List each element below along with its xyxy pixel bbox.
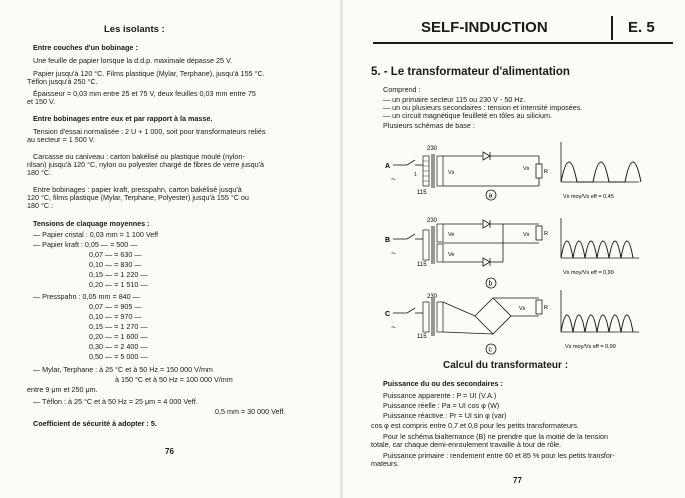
- text-line: 180 °C.: [27, 168, 52, 177]
- left-page-title: Les isolants :: [104, 24, 165, 35]
- breakdown-row: 0,07 — = 630 —: [89, 250, 142, 259]
- ac-source-icon: ~: [391, 175, 396, 184]
- text-line: — Mylar, Terphane : à 25 °C et à 50 Hz = 150 000 V/mm: [33, 365, 213, 374]
- ac-source-icon: ~: [391, 323, 396, 332]
- svg-text:R: R: [544, 169, 548, 175]
- primary-winding-icon: [423, 230, 429, 260]
- svg-text:R: R: [544, 305, 548, 311]
- node-label: C: [385, 311, 391, 318]
- text-line: Tension d'essai normalisée : 2 U + 1 000, soit pour transformateurs reliés: [33, 127, 266, 136]
- breakdown-row: 0,15 — = 1 220 —: [89, 270, 148, 279]
- secondary-voltage-label: Vs: [448, 170, 455, 176]
- breakdown-row: 0,10 — = 830 —: [89, 260, 142, 269]
- primary-tap-voltage: 115: [417, 262, 427, 268]
- text-line: Coefficient de sécurité à adopter : 5.: [33, 419, 157, 428]
- header-title: SELF-INDUCTION: [421, 19, 548, 36]
- svg-text:Ve: Ve: [448, 232, 455, 238]
- header-divider: [611, 16, 613, 40]
- text-line: Épaisseur = 0,03 mm entre 25 et 75 V, deux feuilles 0,03 mm entre 75: [33, 89, 256, 98]
- text-line: Puissance réactive : Pr = UI sin φ (var): [383, 411, 507, 420]
- text-line: Plusieurs schémas de base :: [383, 121, 475, 130]
- breakdown-row: 0,10 — = 970 —: [89, 312, 142, 321]
- ratio-label: Vs moy/Vs eff = 0,90: [563, 270, 614, 276]
- secondary-winding-icon: [437, 302, 443, 332]
- text-line: — un circuit magnétique feuilleté en tôles au silicium.: [383, 111, 552, 120]
- node-label: B: [385, 237, 391, 244]
- ratio-label: Vs moy/Vs eff = 0,45: [563, 194, 614, 200]
- resistor-icon: [536, 300, 542, 314]
- breakdown-row: — Papier cristal : 0,03 mm = 1 100 Veff: [33, 230, 159, 239]
- text-line: Tensions de claquage moyennes :: [33, 219, 150, 228]
- secondary-winding-icon: [437, 244, 443, 262]
- text-line: Entre bobinages : papier kraft, presspahn, carton bakélisé jusqu'à: [33, 185, 242, 194]
- diagram-letter: a: [488, 192, 493, 200]
- primary-voltage: 230: [427, 218, 438, 224]
- text-line: Puissance réelle : Pa = UI cos φ (W): [383, 401, 500, 410]
- text-line: Papier jusqu'à 120 °C. Films plastique (Mylar, Terphane), jusqu'à 155 °C.: [33, 69, 265, 78]
- switch-icon: [407, 234, 415, 239]
- svg-text:1: 1: [414, 172, 417, 178]
- node-label: A: [385, 163, 391, 170]
- secondary-winding-icon: [437, 156, 443, 186]
- svg-text:Ve: Ve: [448, 252, 455, 258]
- text-line: mateurs.: [371, 459, 399, 468]
- breakdown-row: 0,20 — = 1 510 —: [89, 280, 148, 289]
- resistor-icon: [536, 164, 542, 178]
- ac-source-icon: ~: [391, 249, 396, 258]
- text-line: Pour le schéma bialternance (B) ne prendre que la moitié de la tension: [383, 432, 608, 441]
- text-line: Puissance primaire : rendement entre 60 et 85 % pour les petits transfor-: [383, 451, 615, 460]
- breakdown-row: 0,30 — = 2 400 —: [89, 342, 148, 351]
- section-title: 5. - Le transformateur d'alimentation: [371, 66, 570, 78]
- right-page: [343, 0, 685, 498]
- text-line: Une feuille de papier lorsque la d.d.p. maximale dépasse 25 V.: [33, 56, 233, 65]
- text-line: 180 °C :: [27, 201, 54, 210]
- breakdown-row: 0,50 — = 5 000 —: [89, 352, 148, 361]
- text-line: — un ou plusieurs secondaires : tension et intensité imposées.: [383, 103, 583, 112]
- breakdown-row: 0,20 — = 1 600 —: [89, 332, 148, 341]
- text-line: cos φ est compris entre 0,7 et 0,8 pour les petits transformateurs.: [371, 421, 579, 430]
- diode-icon: [483, 152, 490, 160]
- text-line: au secteur = 1 500 V.: [27, 135, 95, 144]
- header-rule: [373, 42, 673, 44]
- text-line: Puissance du ou des secondaires :: [383, 379, 503, 388]
- text-line: — Téflon : à 25 °C et à 50 Hz = 25 μm = 4 000 Veff.: [33, 397, 198, 406]
- diagram-c: [343, 286, 685, 358]
- resistor-icon: [536, 226, 542, 240]
- breakdown-row: 0,15 — = 1 270 —: [89, 322, 148, 331]
- left-page: [0, 0, 342, 498]
- text-line: Puissance apparente : P = UI (V.A.): [383, 391, 497, 400]
- waveform-curve: [561, 315, 633, 332]
- waveform-curve: [561, 162, 641, 182]
- text-line: entre 9 μm et 250 μm.: [27, 385, 98, 394]
- switch-icon: [407, 308, 415, 313]
- text-line: à 150 °C et à 50 Hz = 100 000 V/mm: [115, 375, 233, 384]
- diode-icon: [483, 220, 490, 228]
- primary-tap-voltage: 115: [417, 190, 427, 196]
- primary-voltage: 230: [427, 294, 438, 300]
- secondary-winding-icon: [437, 224, 443, 242]
- text-line: — un primaire secteur 115 ou 230 V - 50 Hz.: [383, 95, 526, 104]
- breakdown-row: — Presspahn : 0,05 mm = 840 —: [33, 292, 140, 301]
- text-line: 120 °C, films plastique (Mylar, Terphane, Polyester) jusqu'à 155 °C ou: [27, 193, 249, 202]
- bridge-rectifier-icon: [475, 298, 511, 334]
- text-line: Entre couches d'un bobinage :: [33, 43, 138, 52]
- text-line: Entre bobinages entre eux et par rapport à la masse.: [33, 114, 213, 123]
- switch-icon: [407, 160, 415, 165]
- waveform-curve: [561, 241, 633, 258]
- diagram-a: [343, 138, 685, 204]
- text-line: Téflon jusqu'à 250 °C.: [27, 77, 98, 86]
- diagram-b: [343, 214, 685, 292]
- diagram-letter: b: [488, 280, 493, 288]
- text-line: Comprend :: [383, 85, 421, 94]
- text-line: rilsan) jusqu'à 120 °C, nylon ou polyester chargé de fibres de verre jusqu'à: [27, 160, 264, 169]
- text-line: et 150 V.: [27, 97, 56, 106]
- diode-icon: [483, 258, 490, 266]
- page-number: 77: [513, 476, 522, 485]
- header-ref: E. 5: [628, 19, 655, 36]
- diagram-letter: c: [488, 346, 492, 354]
- svg-text:R: R: [544, 231, 548, 237]
- text-line: totale, car chaque demi-enroulement travaille à tour de rôle.: [371, 440, 562, 449]
- primary-voltage: 230: [427, 146, 438, 152]
- page-number: 76: [165, 447, 174, 456]
- breakdown-row: 0,07 — = 905 —: [89, 302, 142, 311]
- text-line: Carcasse ou caniveau : carton bakélisé ou plastique moulé (nylon-: [33, 152, 245, 161]
- secondary-voltage-label: Vs: [519, 306, 526, 312]
- calc-title: Calcul du transformateur :: [443, 360, 569, 371]
- ratio-label: Vs moy/Vs eff = 0,90: [565, 344, 616, 350]
- secondary-voltage-label: Vs: [523, 232, 530, 238]
- text-line: 0,5 mm = 30 000 Veff.: [215, 407, 286, 416]
- primary-winding-icon: [423, 302, 429, 332]
- breakdown-row: — Papier kraft : 0,05 — = 500 —: [33, 240, 138, 249]
- svg-text:Vs: Vs: [523, 166, 530, 172]
- primary-tap-voltage: 115: [417, 334, 427, 340]
